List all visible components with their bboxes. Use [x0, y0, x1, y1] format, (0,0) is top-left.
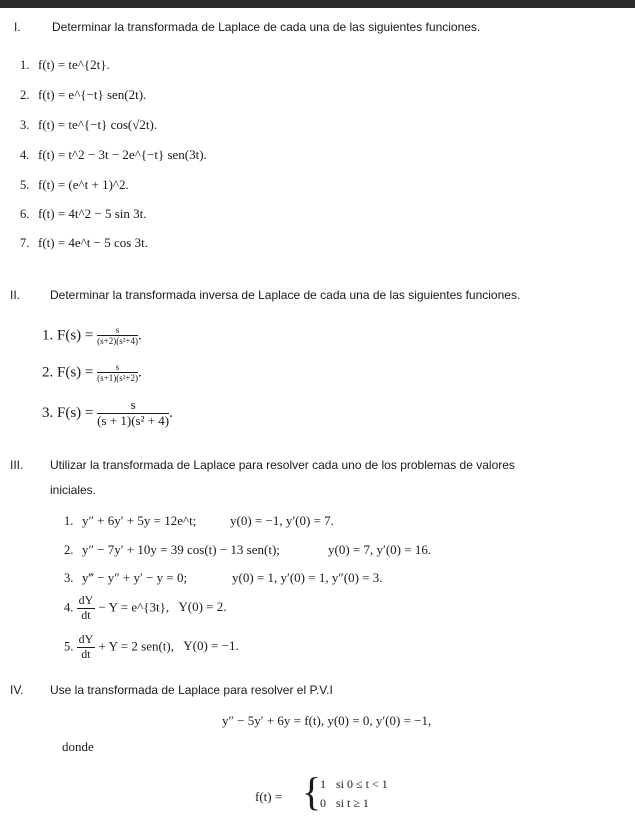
s2-item-1-lhs: F(s) = — [57, 327, 94, 344]
s1-item-5-number: 5. — [20, 178, 30, 192]
s2-item-2-end: . — [137, 364, 142, 381]
s3-item-3-number: 3. — [64, 571, 74, 585]
s1-item-5-expr: f(t) = (e^t + 1)^2. — [38, 177, 129, 192]
s2-item-1-number: 1. — [42, 327, 54, 344]
s4-equation: y″ − 5y′ + 6y = f(t), y(0) = 0, y′(0) = −1, — [222, 713, 432, 728]
s3-item-5-fraction — [77, 633, 96, 662]
s3-item-4-fraction — [77, 594, 96, 623]
s2-item-3-denominator: (s + 1)(s² + 4) — [97, 412, 170, 428]
s3-item-4-cond: Y(0) = 2. — [178, 599, 227, 615]
s3-item-2-number: 2. — [64, 543, 74, 557]
s2-item-3-fraction — [97, 398, 169, 429]
section-2-numeral: II. — [10, 288, 21, 302]
s1-item-7-number: 7. — [20, 236, 30, 250]
s3-item-1-expr: y″ + 6y′ + 5y = 12e^t; — [82, 513, 197, 528]
s1-item-7-expr: f(t) = 4e^t − 5 cos 3t. — [38, 235, 148, 250]
s2-item-2 — [42, 362, 142, 384]
s3-item-5 — [64, 633, 239, 662]
s3-item-5-numerator: dY — [78, 632, 94, 646]
s3-item-4-denominator: dt — [81, 607, 91, 622]
s3-item-4 — [64, 594, 227, 623]
section-3-heading-line2: iniciales. — [50, 483, 97, 497]
s2-item-1-end: . — [137, 327, 142, 344]
s2-item-1 — [42, 325, 142, 347]
section-2-heading: Determinar la transformada inversa de Laplace de cada una de las siguientes funciones. — [50, 288, 521, 302]
s1-item-6-number: 6. — [20, 207, 30, 221]
s4-case-1-value: 1 — [320, 777, 326, 791]
s3-item-3-expr: y‴ − y″ + y′ − y = 0; — [82, 570, 188, 585]
s3-item-5-denominator: dt — [81, 646, 91, 661]
s4-donde: donde — [62, 739, 94, 754]
s2-item-1-denominator: (s+2)(s²+4) — [97, 336, 138, 347]
s2-item-1-fraction — [97, 325, 138, 347]
s1-item-2-expr: f(t) = e^{−t} sen(2t). — [38, 87, 147, 102]
s3-item-3-cond: y(0) = 1, y′(0) = 1, y″(0) = 3. — [232, 570, 383, 585]
section-1-numeral: I. — [14, 20, 21, 34]
s2-item-2-fraction — [97, 362, 138, 384]
s2-item-3-numerator: s — [97, 398, 169, 414]
s3-item-1-number: 1. — [64, 514, 74, 528]
s1-item-4-number: 4. — [20, 148, 30, 162]
s4-case-1-condition: si 0 ≤ t < 1 — [336, 777, 388, 791]
section-1-heading: Determinar la transformada de Laplace de cada una de las siguientes funciones. — [52, 20, 481, 34]
s2-item-2-numerator: s — [97, 362, 138, 373]
s1-item-3-number: 3. — [20, 118, 30, 132]
s1-item-6-expr: f(t) = 4t^2 − 5 sin 3t. — [38, 206, 147, 221]
s3-item-4-numerator: dY — [78, 593, 94, 607]
s3-item-2-expr: y″ − 7y′ + 10y = 39 cos(t) − 13 sen(t); — [82, 542, 280, 557]
s3-item-5-number: 5. — [64, 639, 74, 654]
s2-item-3-lhs: F(s) = — [57, 404, 94, 421]
s3-item-2-cond: y(0) = 7, y′(0) = 16. — [328, 542, 432, 557]
s1-item-1-number: 1. — [20, 58, 30, 72]
s4-case-2-condition: si t ≥ 1 — [336, 796, 369, 810]
s3-item-1-cond: y(0) = −1, y′(0) = 7. — [230, 513, 334, 528]
s2-item-2-lhs: F(s) = — [57, 364, 94, 381]
s1-item-3-expr: f(t) = te^{−t} cos(√2t). — [38, 117, 158, 132]
s2-item-2-number: 2. — [42, 364, 54, 381]
s2-item-3-end: . — [169, 404, 173, 421]
s2-item-3 — [42, 398, 173, 429]
s2-item-1-numerator: s — [97, 325, 138, 336]
s4-case-2-value: 0 — [320, 796, 326, 810]
s4-piecewise-brace: { — [302, 769, 322, 814]
s4-piecewise-lhs: f(t) = — [255, 789, 283, 804]
s2-item-3-number: 3. — [42, 404, 54, 421]
s2-item-2-denominator: (s+1)(s²+2) — [97, 373, 138, 384]
s3-item-4-expr: − Y = e^{3t}, — [98, 599, 170, 615]
s1-item-2-number: 2. — [20, 88, 30, 102]
s1-item-1-expr: f(t) = te^{2t}. — [38, 57, 110, 72]
section-3-numeral: III. — [10, 458, 24, 472]
section-4-numeral: IV. — [10, 683, 24, 697]
s3-item-4-number: 4. — [64, 600, 74, 615]
s3-item-5-cond: Y(0) = −1. — [183, 638, 239, 654]
top-bar — [0, 0, 635, 8]
section-3-heading-line1: Utilizar la transformada de Laplace para resolver cada uno de los problemas de valores — [50, 458, 515, 472]
section-4-heading: Use la transformada de Laplace para resolver el P.V.I — [50, 683, 333, 697]
s1-item-4-expr: f(t) = t^2 − 3t − 2e^{−t} sen(3t). — [38, 147, 207, 162]
s3-item-5-expr: + Y = 2 sen(t), — [98, 638, 174, 654]
